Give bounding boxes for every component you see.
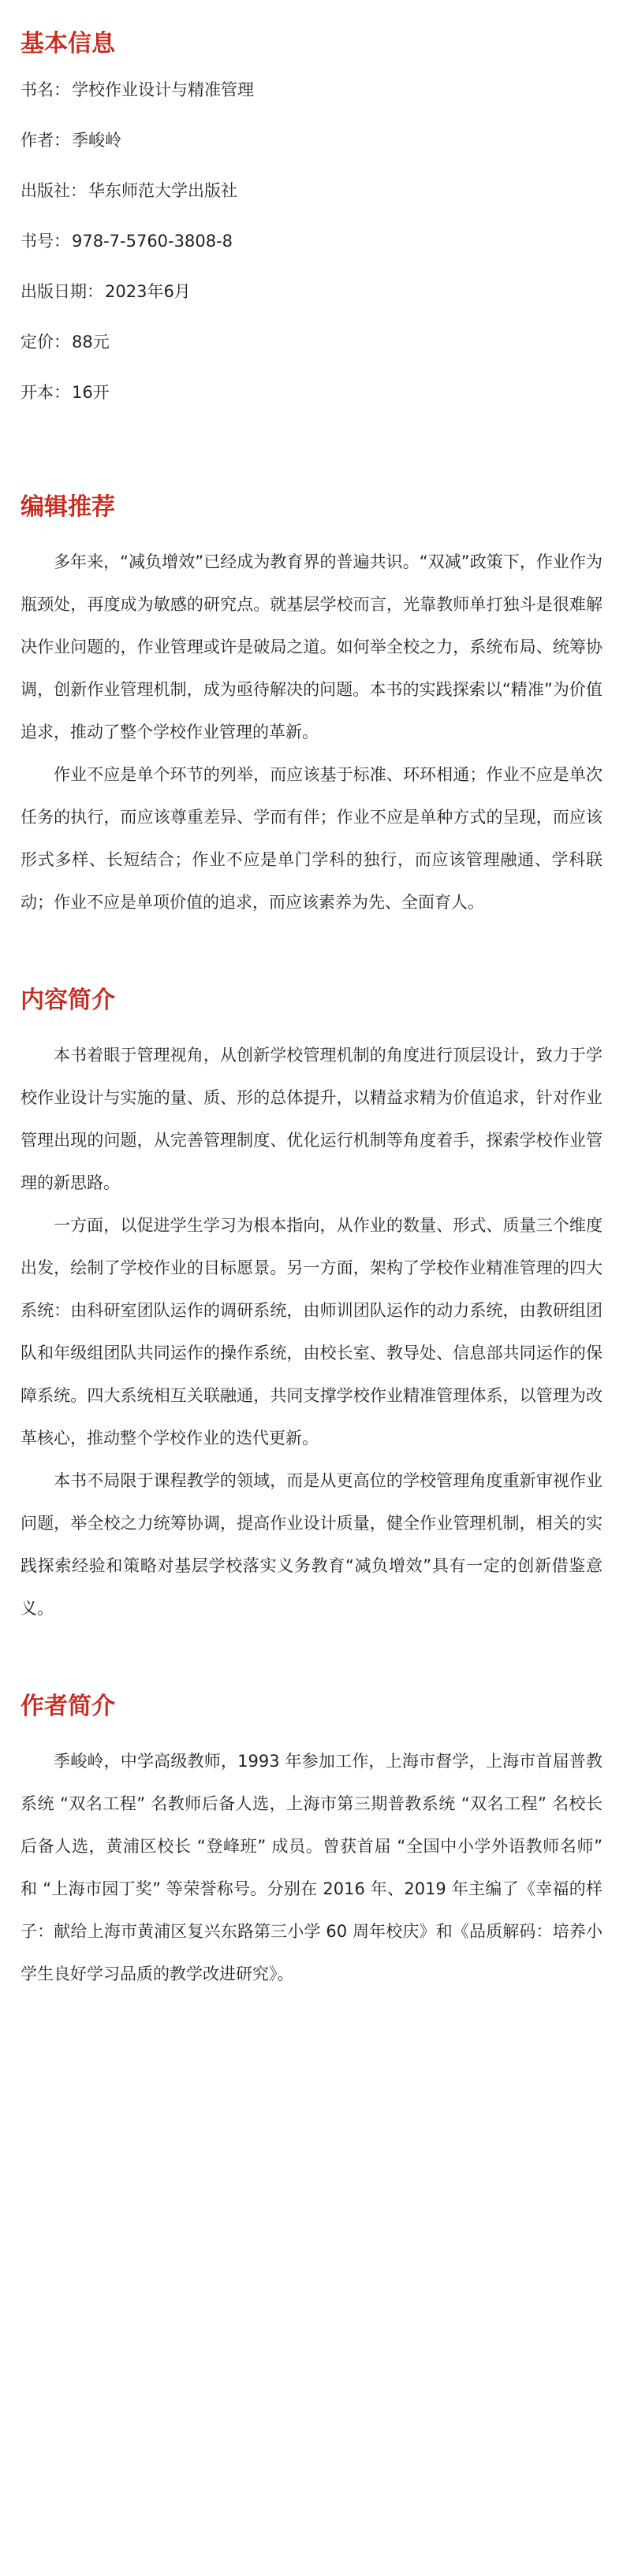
info-value: 季峻岭 bbox=[72, 131, 121, 150]
info-isbn bbox=[21, 229, 602, 254]
info-label: 出版日期： bbox=[21, 282, 103, 301]
content-intro-paragraph: 本书不局限于课程教学的领域，而是从更高位的学校管理角度重新审视作业问题，举全校之力统筹协调，提高作业设计质量，健全作业管理机制，相关的实践探索经验和策略对基层学校落实义务教育“减负增效”具有一定的创新借鉴意义。 bbox=[21, 1471, 602, 1618]
content-intro-paragraph: 一方面，以促进学生学习为根本指向，从作业的数量、形式、质量三个维度出发，绘制了学校作业的目标愿景。另一方面，架构了学校作业精准管理的四大系统：由科研室团队运作的调研系统，由师训团队运作的动力系统，由教研组团队和年级组团队共同运作的操作系统，由校长室、教导处、信息部共同运作的保障系统。四大系统相互关联融通，共同支撑学校作业精准管理体系，以管理为改革核心，推动整个学校作业的迭代更新。 bbox=[21, 1216, 602, 1448]
info-format bbox=[21, 380, 602, 405]
editor-recommend-paragraph: 多年来，“减负增效”已经成为教育界的普遍共识。“双减”政策下，作业作为瓶颈处，再度成为敏感的研究点。就基层学校而言，光靠教师单打独斗是很难解决作业问题的，作业管理或许是破局之道。如何举全校之力，系统布局、统筹协调，创新作业管理机制，成为亟待解决的问题。本书的实践探索以“精准”为价值追求，推动了整个学校作业管理的革新。 bbox=[21, 552, 602, 742]
info-price bbox=[21, 329, 602, 355]
info-value: 华东师范大学出版社 bbox=[88, 181, 237, 200]
info-label: 书名： bbox=[21, 80, 70, 99]
info-title bbox=[21, 77, 602, 102]
editor-recommend-paragraph: 作业不应是单个环节的列举，而应该基于标准、环环相通；作业不应是单次任务的执行，而应该尊重差异、学而有伴；作业不应是单种方式的呈现，而应该形式多样、长短结合；作业不应是单门学科的独行，而应该管理融通、学科联动；作业不应是单项价值的追求，而应该素养为先、全面育人。 bbox=[21, 765, 602, 912]
info-label: 出版社： bbox=[21, 181, 87, 200]
info-author bbox=[21, 128, 602, 153]
info-label: 开本： bbox=[21, 383, 70, 402]
section-spacer bbox=[21, 924, 602, 969]
info-label: 定价： bbox=[21, 333, 70, 351]
section-spacer bbox=[21, 430, 602, 476]
content-intro-paragraph: 本书着眼于管理视角，从创新学校管理机制的角度进行顶层设计，致力于学校作业设计与实施的量、质、形的总体提升，以精益求精为价值追求，针对作业管理出现的问题，从完善管理制度、优化运行机制等角度着手，探索学校作业管理的新思路。 bbox=[21, 1046, 602, 1192]
info-value: 学校作业设计与精准管理 bbox=[72, 80, 254, 99]
section-spacer bbox=[21, 1630, 602, 1675]
author-intro-paragraph: 季峻岭，中学高级教师，1993 年参加工作，上海市督学，上海市首届普教系统 “双名工程” 名教师后备人选，上海市第三期普教系统 “双名工程” 名校长后备人选，黄浦区校长 “登峰班” 成员。曾获首届 “全国中小学外语教师名师” 和 “上海市园丁奖” 等荣誉称号。分别在 2016 年、2019 年主编了《幸福的样子：献给上海市黄浦区复兴东路第三小学 60 周年校庆》和《品质解码：培养小学生良好学习品质的教学改进研究》。 bbox=[21, 1752, 602, 1983]
editor-recommend-section bbox=[21, 487, 602, 924]
info-label: 书号： bbox=[21, 232, 70, 251]
editor-recommend-heading: 编辑推荐 bbox=[21, 493, 115, 521]
info-value: 88元 bbox=[72, 333, 110, 351]
info-label: 作者： bbox=[21, 131, 70, 150]
content-intro-heading: 内容简介 bbox=[21, 987, 115, 1014]
content-intro-section bbox=[21, 980, 602, 1630]
author-intro-section bbox=[21, 1686, 602, 1995]
info-value: 16开 bbox=[72, 383, 110, 402]
info-publisher bbox=[21, 178, 602, 203]
info-pub-date bbox=[21, 279, 602, 304]
author-intro-heading: 作者简介 bbox=[21, 1693, 115, 1720]
basic-info-section bbox=[21, 24, 602, 405]
basic-info-heading: 基本信息 bbox=[21, 30, 115, 58]
info-value: 2023年6月 bbox=[105, 282, 191, 301]
info-value: 978-7-5760-3808-8 bbox=[72, 232, 233, 251]
